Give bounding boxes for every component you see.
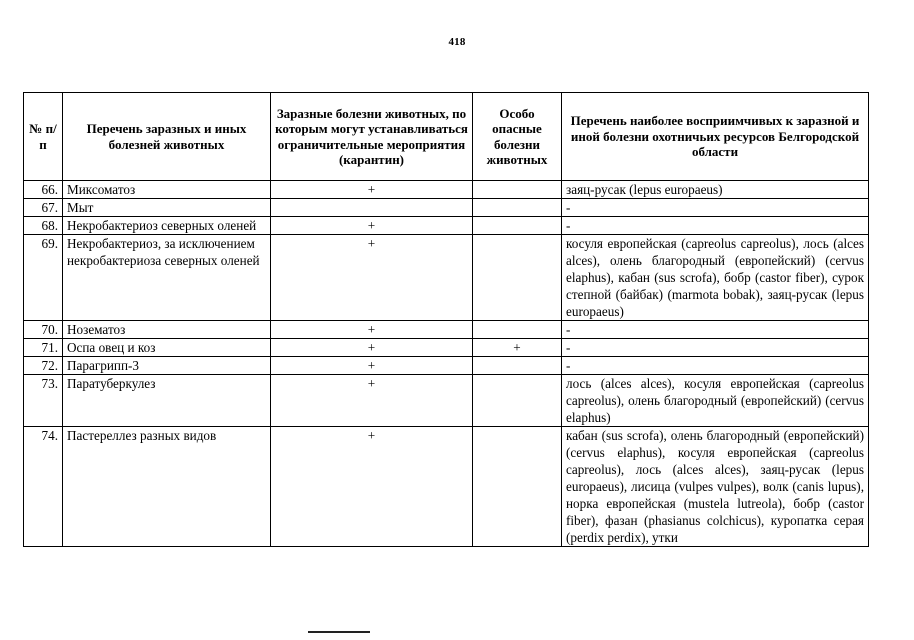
cell-disease: Пастереллез разных видов — [63, 427, 271, 547]
cell-disease: Миксоматоз — [63, 181, 271, 199]
cell-num: 74. — [24, 427, 63, 547]
cell-resources: - — [562, 321, 869, 339]
cell-num: 68. — [24, 217, 63, 235]
cell-dangerous — [473, 217, 562, 235]
cell-resources: косуля европейская (capreolus capreolus), лось (alces alces), олень благородный (европейский) (cervus elaphus), кабан (sus scrofa), бобр (castor fiber), сурок степной (байбак) (marmota bobak), заяц-русак (lepus europaeus) — [562, 235, 869, 321]
cell-resources: - — [562, 339, 869, 357]
cell-dangerous — [473, 321, 562, 339]
table-row — [24, 357, 869, 375]
cell-resources: кабан (sus scrofa), олень благородный (европейский) (cervus elaphus), косуля европейская (capreolus capreolus), лось (alces alces), заяц-русак (lepus europaeus), лисица (vulpes vulpes), волк (canis lupus), норка европейская (mustela lutreola), бобр (castor fiber), фазан (phasianus colchicus), куропатка серая (perdix perdix), утки — [562, 427, 869, 547]
table-row — [24, 339, 869, 357]
table-row — [24, 217, 869, 235]
cell-quarantine: + — [271, 321, 473, 339]
cell-quarantine — [271, 199, 473, 217]
cell-resources: - — [562, 199, 869, 217]
cell-dangerous — [473, 375, 562, 427]
cell-disease: Некробактериоз северных оленей — [63, 217, 271, 235]
cell-quarantine: + — [271, 339, 473, 357]
diseases-table — [23, 92, 869, 547]
cell-disease: Оспа овец и коз — [63, 339, 271, 357]
cell-quarantine: + — [271, 181, 473, 199]
table-row — [24, 321, 869, 339]
cell-quarantine: + — [271, 235, 473, 321]
cell-disease: Парагрипп-3 — [63, 357, 271, 375]
cell-disease: Мыт — [63, 199, 271, 217]
table-row — [24, 427, 869, 547]
cell-num: 66. — [24, 181, 63, 199]
table-row — [24, 235, 869, 321]
cell-num: 73. — [24, 375, 63, 427]
table-row — [24, 199, 869, 217]
page-number: 418 — [448, 36, 466, 48]
header-resources: Перечень наиболее восприимчивых к заразной и иной болезни охотничьих ресурсов Белгородской области — [562, 93, 869, 181]
cell-resources: заяц-русак (lepus europaeus) — [562, 181, 869, 199]
cell-resources: - — [562, 357, 869, 375]
table-body — [24, 181, 869, 547]
header-num: № п/п — [24, 93, 63, 181]
cell-disease: Нозематоз — [63, 321, 271, 339]
cell-resources: - — [562, 217, 869, 235]
cell-disease: Некробактериоз, за исключением некробактериоза северных оленей — [63, 235, 271, 321]
cell-num: 67. — [24, 199, 63, 217]
table-row — [24, 375, 869, 427]
cell-num: 72. — [24, 357, 63, 375]
cell-dangerous: + — [473, 339, 562, 357]
header-quarantine: Заразные болезни животных, по которым могут устанавливаться ограничительные мероприятия (карантин) — [271, 93, 473, 181]
header-dangerous: Особо опасные болезни животных — [473, 93, 562, 181]
cell-quarantine: + — [271, 375, 473, 427]
table-row — [24, 181, 869, 199]
cell-dangerous — [473, 357, 562, 375]
table-header-row — [24, 93, 869, 181]
cell-dangerous — [473, 235, 562, 321]
cell-quarantine: + — [271, 427, 473, 547]
scan-artifact-line — [308, 631, 370, 633]
cell-disease: Паратуберкулез — [63, 375, 271, 427]
cell-quarantine: + — [271, 217, 473, 235]
cell-quarantine: + — [271, 357, 473, 375]
cell-dangerous — [473, 427, 562, 547]
cell-num: 69. — [24, 235, 63, 321]
header-disease: Перечень заразных и иных болезней животных — [63, 93, 271, 181]
cell-num: 70. — [24, 321, 63, 339]
cell-dangerous — [473, 181, 562, 199]
cell-dangerous — [473, 199, 562, 217]
cell-resources: лось (alces alces), косуля европейская (capreolus capreolus), олень благородный (европейский) (cervus elaphus) — [562, 375, 869, 427]
cell-num: 71. — [24, 339, 63, 357]
